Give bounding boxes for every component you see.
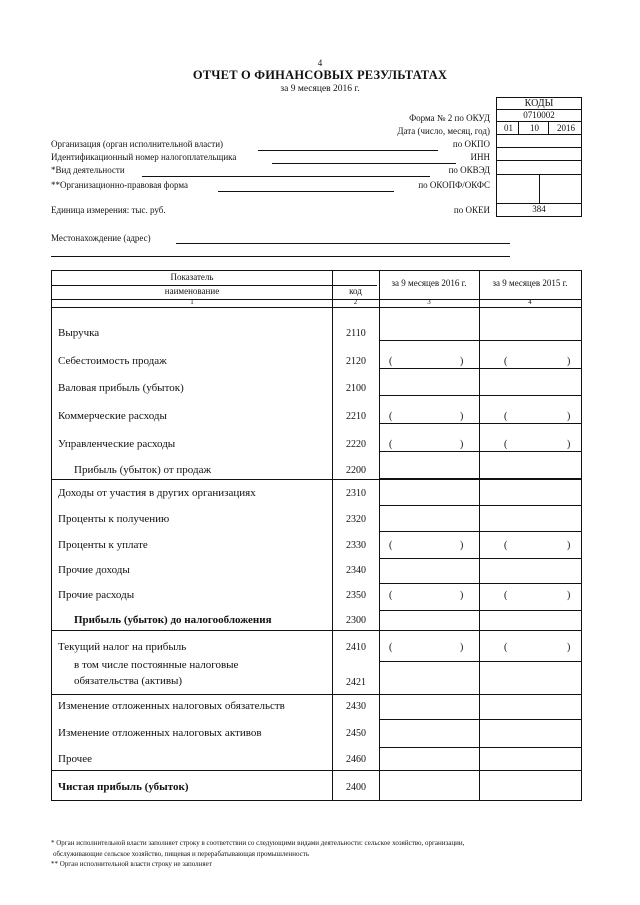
row-label-other: Прочее xyxy=(58,753,92,765)
report-period: за 9 месяцев 2016 г. xyxy=(280,84,360,94)
row-code-cost-of-sales: 2120 xyxy=(346,356,366,367)
row-label-current-tax: Текущий налог на прибыль xyxy=(58,641,187,653)
row-label-pretax-profit: Прибыль (убыток) до налогообложения xyxy=(74,614,272,626)
date-label: Дата (число, месяц, год) xyxy=(397,126,490,136)
legal-form-field-line[interactable] xyxy=(218,191,394,192)
row-label-permanent-tax-2: обязательства (активы) xyxy=(74,675,183,687)
inn-label: ИНН xyxy=(470,152,490,162)
financial-results-table: Показатель наименование код за 9 месяцев 2016 г. за 9 месяцев 2015 г. 1 2 3 4 Выручка 2110 Себестоимость продаж 2120 Валовая прибыль (убыток) 2100 Коммерческие расходы 2210 Управленческие расходы 2220 Прибыль (убыток) от продаж 2200 Доходы от участия в других организациях 2310 Проценты к получению 2320 Проценты к уплате 2330 Прочие доходы 2340 Прочие расходы 2350 Прибыль (убыток) до налогообложения 2300 Текущий налог на прибыль 2410 в том числе постоянные налоговые обязательства (активы) 2421 Изменение отложенных налоговых обязательств 2430 Изменение отложенных налоговых активов 2450 Прочее 2460 Чистая прибыль (убыток) 2400 ( ) ( ) ( ) ( ) ( ) ( ) ( ) ( ) ( ) ( ) ( ) ( ) xyxy=(51,270,582,801)
inn-field-line[interactable] xyxy=(272,163,456,164)
codes-box xyxy=(496,97,582,217)
col-num-1: 1 xyxy=(190,298,194,306)
col-divider-2015 xyxy=(479,271,480,800)
okopf-code-cell[interactable] xyxy=(497,175,581,204)
row-label-revenue: Выручка xyxy=(58,327,100,339)
row-code-interest-payable: 2330 xyxy=(346,540,366,551)
unit-label: Единица измерения: тыс. руб. xyxy=(51,205,166,215)
row-code-gross-profit: 2100 xyxy=(346,383,366,394)
row-label-gross-profit: Валовая прибыль (убыток) xyxy=(58,382,184,394)
col-2016-header: за 9 месяцев 2016 г. xyxy=(391,278,467,288)
header-bottom-line xyxy=(52,307,581,308)
col-num-2: 2 xyxy=(353,298,358,306)
col-code-header: код xyxy=(349,286,362,296)
row-label-sales-profit: Прибыль (убыток) от продаж xyxy=(74,464,212,476)
date-month[interactable]: 10 xyxy=(521,122,549,134)
row-code-deferred-tax-assets: 2450 xyxy=(346,728,366,739)
row-code-revenue: 2110 xyxy=(346,328,366,339)
row-label-other-expenses: Прочие расходы xyxy=(58,589,135,601)
address-field-line[interactable] xyxy=(176,243,510,244)
row-label-deferred-tax-liabilities: Изменение отложенных налоговых обязательств xyxy=(58,700,285,712)
okopf-divider xyxy=(539,175,540,203)
row-label-admin-expenses: Управленческие расходы xyxy=(58,438,176,450)
address-field-line-2[interactable] xyxy=(51,256,510,257)
activity-label: *Вид деятельности xyxy=(51,165,125,175)
row-code-commercial-expenses: 2210 xyxy=(346,411,366,422)
okved-label: по ОКВЭД xyxy=(448,165,490,175)
row-label-participation-income: Доходы от участия в других организациях xyxy=(58,487,256,499)
row-code-admin-expenses: 2220 xyxy=(346,439,366,450)
row-code-interest-receivable: 2320 xyxy=(346,514,366,525)
row-code-sales-profit: 2200 xyxy=(346,465,366,476)
date-day[interactable]: 01 xyxy=(499,122,519,134)
row-label-net-profit: Чистая прибыль (убыток) xyxy=(58,781,189,793)
row-label-deferred-tax-assets: Изменение отложенных налоговых активов xyxy=(58,727,262,739)
row-label-other-income: Прочие доходы xyxy=(58,564,130,576)
org-label: Организация (орган исполнительной власти) xyxy=(51,139,224,149)
footnote-1a: * Орган исполнительной власти заполняет строку в соответствии со следующими видами деятельности: сельское хозяйство, организации, xyxy=(51,839,465,847)
page-number: 4 xyxy=(317,58,323,68)
row-label-commercial-expenses: Коммерческие расходы xyxy=(58,410,167,422)
codes-header: КОДЫ xyxy=(497,98,581,110)
inn-code-cell[interactable] xyxy=(497,148,581,161)
row-code-deferred-tax-liabilities: 2430 xyxy=(346,701,366,712)
row-code-pretax-profit: 2300 xyxy=(346,615,366,626)
row-code-net-profit: 2400 xyxy=(346,782,366,793)
legal-form-label: **Организационно-правовая форма xyxy=(51,180,188,190)
col-2015-header: за 9 месяцев 2015 г. xyxy=(492,278,568,288)
form-label: Форма № 2 по ОКУД xyxy=(409,113,490,123)
row-code-permanent-tax: 2421 xyxy=(346,677,366,688)
page-title: ОТЧЕТ О ФИНАНСОВЫХ РЕЗУЛЬТАТАХ xyxy=(192,68,448,82)
row-label-interest-receivable: Проценты к получению xyxy=(58,513,170,525)
row-code-other-expenses: 2350 xyxy=(346,590,366,601)
col-num-3: 3 xyxy=(427,298,431,306)
row-code-current-tax: 2410 xyxy=(346,642,366,653)
date-year[interactable]: 2016 xyxy=(557,123,575,133)
col-divider-2016 xyxy=(379,271,380,800)
activity-field-line[interactable] xyxy=(142,176,430,177)
okved-code-cell[interactable] xyxy=(497,161,581,175)
col-name-header: наименование xyxy=(164,286,220,296)
col-indicator-header: Показатель xyxy=(170,272,214,282)
footnote-2: ** Орган исполнительной власти строку не заполняет xyxy=(51,860,212,868)
row-code-participation-income: 2310 xyxy=(346,488,366,499)
row-label-interest-payable: Проценты к уплате xyxy=(58,539,148,551)
footnote-1b: обслуживающие сельское хозяйство, пищевая и перерабатывающая промышленность xyxy=(53,850,310,858)
okopf-label: по ОКОПФ/ОКФС xyxy=(418,180,490,190)
okpo-label: по ОКПО xyxy=(452,139,490,149)
row-label-permanent-tax: в том числе постоянные налоговые xyxy=(74,659,239,671)
okud-code[interactable]: 0710002 xyxy=(497,110,581,122)
row-code-other-income: 2340 xyxy=(346,565,366,576)
col-divider-code xyxy=(332,271,333,800)
row-label-cost-of-sales: Себестоимость продаж xyxy=(58,355,167,367)
date-codes[interactable] xyxy=(497,122,581,135)
okpo-code-cell[interactable] xyxy=(497,135,581,148)
okei-label: по ОКЕИ xyxy=(453,205,490,215)
row-code-other: 2460 xyxy=(346,754,366,765)
okei-code[interactable]: 384 xyxy=(532,204,546,214)
org-field-line[interactable] xyxy=(258,150,438,151)
col-num-4: 4 xyxy=(528,298,532,306)
address-label: Местонахождение (адрес) xyxy=(51,233,151,243)
inn-org-label: Идентификационный номер налогоплательщика xyxy=(51,152,237,162)
